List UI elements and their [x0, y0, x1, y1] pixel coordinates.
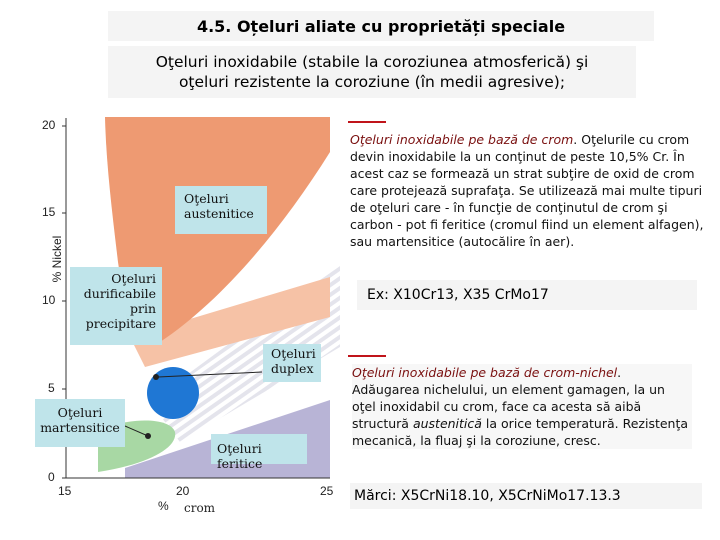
label-duplex: Oţeluri duplex [263, 344, 321, 382]
brand-grades: Mărci: X5CrNi18.10, X5CrNiMo17.13.3 [350, 483, 702, 509]
slide-subtitle [108, 46, 636, 98]
accent-line-2 [348, 355, 386, 357]
y-tick-label: 0 [48, 470, 55, 484]
duplex-pointer-dot [153, 374, 159, 380]
example-grades: Ex: X10Cr13, X35 CrMo17 [357, 280, 697, 310]
chromium-nickel-body-b: la orice temperatură. Rezistenţa mecanică, la fluaj şi la coroziune, cresc. [352, 416, 689, 448]
chromium-nickel-steels-text [352, 364, 692, 449]
y-axis-label: % Nickel [50, 235, 64, 283]
chromium-nickel-body-a: . Adăugarea nichelului, un element gamagen, la un oţel inoxidabil cu crom, face ca acesta să aibă structură [352, 365, 665, 431]
chromium-steels-body: . Oţelurile cu crom devin inoxidabile la un conţinut de peste 10,5% Cr. În acest caz se formează un strat subţire de oxid de crom care protejează suprafaţa. Se utilizează mai multe tipuri de oţeluri care - în funcţie de conţinutul de crom şi carbon - pot fi feritice (cromul fiind un element alfagen), sau martensitice (autocălire în aer). [350, 132, 704, 249]
chromium-nickel-heading: Oţeluri inoxidabile pe bază de crom-nichel [352, 365, 618, 380]
schaeffler-diagram [30, 112, 345, 522]
y-tick-label: 20 [42, 118, 56, 132]
y-tick-label: 10 [42, 293, 56, 307]
x-tick-label: 20 [176, 484, 190, 498]
martensitic-pointer-dot [145, 433, 151, 439]
chromium-steels-heading: Oţeluri inoxidabile pe bază de crom [350, 132, 574, 147]
subtitle-line-2: oţeluri rezistente la coroziune (în medii agresive); [178, 73, 566, 91]
subtitle-line-1: Oţeluri inoxidabile (stabile la coroziunea atmosferică) şi [155, 53, 589, 71]
x-axis-label: crom [184, 501, 216, 515]
x-tick-label: 25 [320, 484, 334, 498]
y-tick-label: 15 [42, 205, 56, 219]
x-tick-label: 15 [58, 484, 72, 498]
accent-line-1 [348, 121, 386, 123]
y-tick-label: 5 [48, 381, 55, 395]
label-austenitice: Oţeluri austenitice [175, 186, 267, 234]
chromium-steels-text [350, 131, 710, 250]
label-feritice: Oţeluri feritice [211, 434, 307, 464]
slide-title: 4.5. Oțeluri aliate cu proprietăți speciale [108, 11, 654, 41]
x-axis-percent: % [158, 499, 169, 513]
chromium-nickel-body-em: austenitică [412, 416, 482, 431]
label-martensitice: Oţeluri martensitice [35, 399, 125, 447]
label-durificabile: Oţeluri durificabile prin precipitare [70, 267, 162, 345]
